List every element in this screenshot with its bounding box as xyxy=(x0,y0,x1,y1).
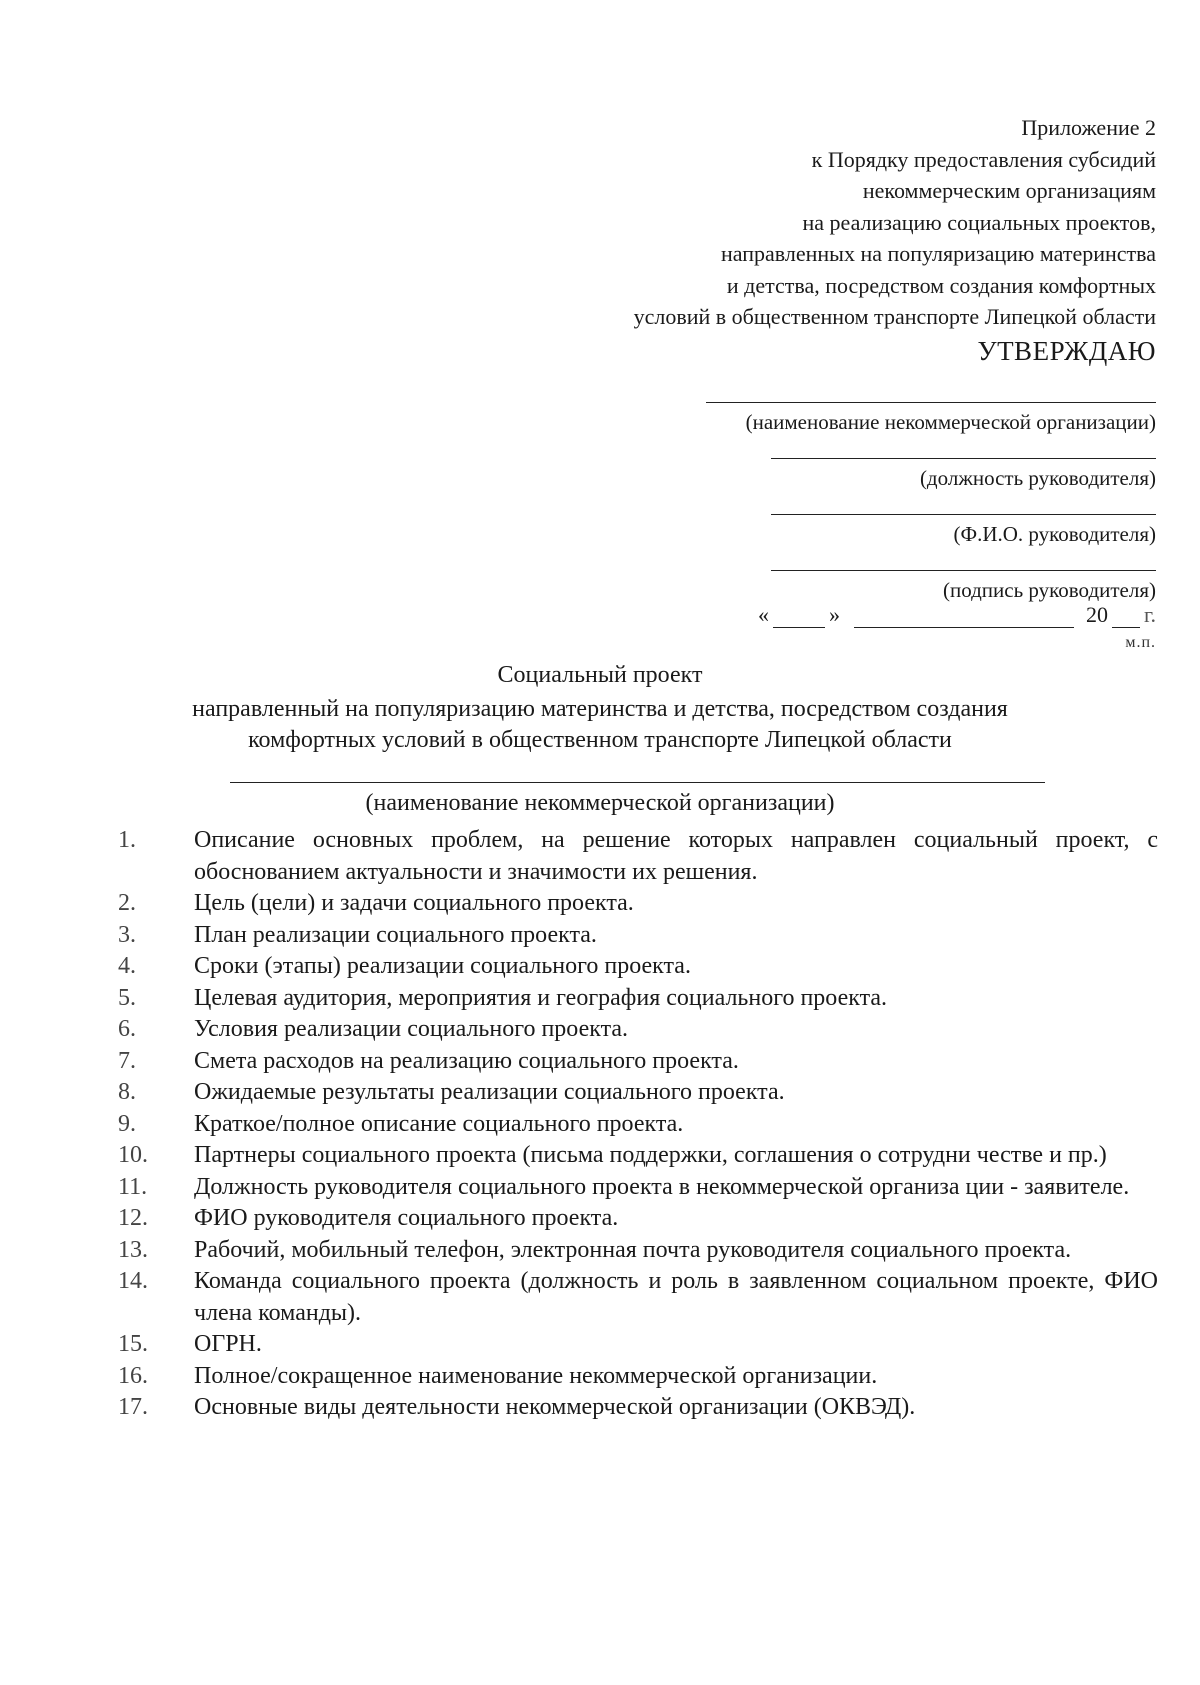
signature-line xyxy=(771,514,1156,515)
appendix-line: Приложение 2 xyxy=(1021,115,1156,140)
item-text: Полное/сокращенное наименование некоммерческой организации. xyxy=(194,1362,878,1389)
appendix-line: на реализацию социальных проектов, xyxy=(802,209,1156,235)
item-text: Партнеры социального проекта (письма поддержки, соглашения о сотрудни честве и пр.) xyxy=(194,1142,1107,1168)
list-item xyxy=(118,825,1158,888)
item-number: 7. xyxy=(118,1047,136,1074)
list-item xyxy=(118,1235,1158,1267)
item-text: ФИО руководителя социального проекта. xyxy=(194,1205,619,1231)
project-title: Социальный проект xyxy=(497,662,703,688)
field-caption: (Ф.И.О. руководителя) xyxy=(953,522,1156,546)
signature-line xyxy=(771,570,1156,571)
list-item xyxy=(118,1077,1158,1109)
fio-field xyxy=(696,514,1156,547)
list-item xyxy=(118,951,1158,983)
org-name-field xyxy=(696,402,1156,435)
list-item xyxy=(118,1392,1158,1424)
list-item xyxy=(118,1046,1158,1078)
item-number: 9. xyxy=(118,1110,136,1137)
list-item xyxy=(118,1172,1158,1204)
appendix-line: условий в общественном транспорте Липецкой области xyxy=(633,304,1156,329)
approval-date xyxy=(758,602,1156,628)
org-name-line xyxy=(230,782,1045,783)
requirements-list xyxy=(118,825,1158,1424)
appendix-line: направленных на популяризацию материнства xyxy=(720,241,1156,266)
item-number: 15. xyxy=(118,1331,148,1357)
item-text: Ожидаемые результаты реализации социального проекта. xyxy=(194,1079,785,1105)
item-text: Основные виды деятельности некоммерческой организации (ОКВЭД). xyxy=(194,1394,916,1420)
item-text: ОГРН. xyxy=(194,1331,262,1357)
day-blank xyxy=(773,607,825,628)
list-item xyxy=(118,1266,1158,1329)
signature-line xyxy=(771,458,1156,459)
org-name-caption: (наименование некоммерческой организации) xyxy=(365,790,835,816)
field-caption: (подпись руководителя) xyxy=(942,578,1156,602)
item-text: Должность руководителя социального проекта в некоммерческой организа ции - заявителе. xyxy=(194,1173,1130,1200)
year-blank xyxy=(1112,607,1140,628)
list-item xyxy=(118,983,1158,1015)
appendix-line: и детства, посредством создания комфортных xyxy=(726,272,1156,298)
appendix-line: некоммерческим организациям xyxy=(862,178,1156,203)
item-number: 17. xyxy=(118,1394,148,1420)
item-number: 4. xyxy=(118,953,136,979)
list-item xyxy=(118,1014,1158,1046)
date-close-quote: » xyxy=(828,602,840,627)
subtitle-line: комфортных условий в общественном транспорте Липецкой области xyxy=(248,727,952,753)
list-item xyxy=(118,920,1158,952)
list-item xyxy=(118,1329,1158,1361)
date-open-quote: « xyxy=(757,602,769,627)
year-prefix: 20 xyxy=(1085,602,1108,627)
signature-field xyxy=(696,570,1156,603)
item-number: 6. xyxy=(118,1016,136,1042)
position-field xyxy=(696,458,1156,491)
item-text: Смета расходов на реализацию социального проекта. xyxy=(194,1047,739,1074)
field-caption: (должность руководителя) xyxy=(919,466,1156,490)
item-number: 13. xyxy=(118,1236,148,1263)
list-item xyxy=(118,1361,1158,1393)
project-subtitle xyxy=(120,694,1080,756)
appendix-header xyxy=(634,112,1156,333)
item-number: 11. xyxy=(118,1173,148,1200)
item-number: 10. xyxy=(118,1142,148,1168)
approval-title: УТВЕРЖДАЮ xyxy=(977,336,1156,366)
item-number: 5. xyxy=(118,984,136,1011)
item-number: 14. xyxy=(118,1268,148,1294)
subtitle-line: направленный на популяризацию материнства и детства, посредством создания xyxy=(192,696,1008,722)
item-number: 12. xyxy=(118,1205,148,1231)
item-number: 16. xyxy=(118,1362,148,1389)
month-blank xyxy=(854,607,1074,628)
list-item xyxy=(118,1140,1158,1172)
item-number: 2. xyxy=(118,890,136,916)
item-text: Целевая аудитория, мероприятия и география социального проекта. xyxy=(194,984,888,1011)
item-text: Сроки (этапы) реализации социального проекта. xyxy=(194,953,691,979)
item-text: План реализации социального проекта. xyxy=(194,921,597,948)
item-text: Цель (цели) и задачи социального проекта. xyxy=(194,890,634,916)
appendix-line: к Порядку предоставления субсидий xyxy=(811,146,1156,172)
item-number: 3. xyxy=(118,921,136,948)
item-text: Условия реализации социального проекта. xyxy=(194,1016,629,1042)
list-item xyxy=(118,1203,1158,1235)
list-item xyxy=(118,1109,1158,1141)
item-text: Рабочий, мобильный телефон, электронная почта руководителя социального проекта. xyxy=(194,1236,1072,1263)
item-number: 1. xyxy=(118,827,136,853)
item-number: 8. xyxy=(118,1079,136,1105)
list-item xyxy=(118,888,1158,920)
stamp-place: м.п. xyxy=(1125,634,1156,651)
item-text: Команда социального проекта (должность и роль в заявленном социальном проекте, ФИО члена команды). xyxy=(194,1268,1158,1326)
signature-line xyxy=(706,402,1156,403)
item-text: Краткое/полное описание социального проекта. xyxy=(194,1110,684,1137)
item-text: Описание основных проблем, на решение которых направлен социальный проект, с обоснованием актуальности и значимости их решения. xyxy=(194,827,1158,885)
year-suffix: г. xyxy=(1143,602,1156,627)
field-caption: (наименование некоммерческой организации) xyxy=(745,410,1156,434)
